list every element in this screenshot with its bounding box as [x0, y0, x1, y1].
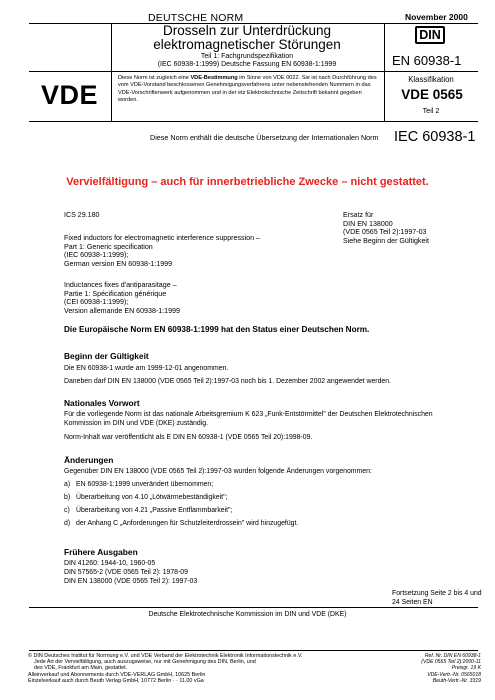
vorwort-line-1: Für die vorliegende Norm ist das nationale Arbeitsgremium K 623 „Funk-Entstörmittel" der Deutschen Elektrotechnischen	[64, 411, 433, 418]
list-item-text: der Anhang C „Anforderungen für Schutzleiterdrossein" wird hinzugefügt.	[76, 520, 299, 527]
beginn-paragraph-2: Daneben darf DIN EN 138000 (VDE 0565 Teil 2):1997-03 noch bis 1. Dezember 2002 angewendet werden.	[64, 378, 392, 385]
vde-note-rest: im Sinne von VDE 0022. Sie ist nach Durchführung des vom VDE-Vorstand beschlossenen Genehmigungsverfahrens unter nebenstehenden Nummern in das VDE-Vorschriftenwerk aufgenommen und in der etz Elektrotechnische Zeitschrift bekannt gegeben worden.	[118, 75, 377, 104]
reference-line: (VDE 0565 Teil 2):2000-11	[421, 659, 481, 666]
beginn-heading: Beginn der Gültigkeit	[64, 351, 149, 361]
ics-code: ICS 29.180	[64, 211, 100, 219]
vorwort-heading: Nationales Vorwort	[64, 398, 140, 408]
reference-line: VDE-Vertr.-Nr. 0565018	[427, 671, 481, 678]
fruehere-line: DIN 57565-2 (VDE 0565 Teil 2): 1978-09	[64, 569, 188, 576]
list-item-text: Überarbeitung von 4.10 „Lötwärmebeständigkeit";	[76, 494, 228, 501]
vde-note-bold: VDE-Bestimmung	[190, 75, 238, 81]
list-item-letter: a)	[64, 481, 71, 488]
reference-line: Preisgr. 19 K	[451, 665, 481, 672]
fruehere-heading: Frühere Ausgaben	[64, 547, 138, 557]
title-block	[112, 24, 382, 69]
vde-note-prefix: Diese Norm ist zugleich eine	[118, 75, 191, 81]
fruehere-line: DIN 41260: 1944-10, 1960-05	[64, 560, 156, 567]
french-title-line-4: Version allemande EN 60938-1:1999	[64, 306, 180, 315]
vde-logo: VDE	[41, 80, 99, 110]
issue-date: November 2000	[405, 12, 468, 22]
vde-rule	[29, 121, 478, 122]
commission-rule	[29, 607, 478, 608]
list-item-letter: b)	[64, 494, 71, 501]
ersatz-line-1: Ersatz für	[343, 211, 374, 219]
ersatz-block	[343, 211, 483, 245]
beginn-paragraph-1: Die EN 60938-1 wurde am 1999-12-01 angenommen.	[64, 365, 229, 372]
list-item-text: Überarbeitung von 4.21 „Passive Entflammbarkeit";	[76, 507, 233, 514]
footer-rule	[29, 650, 478, 651]
commission-name: Deutsche Elektrotechnische Kommission im DIN und VDE (DKE)	[148, 611, 347, 618]
reference-footer	[388, 653, 481, 684]
fruehere-line: DIN EN 138000 (VDE 0565 Teil 2): 1997-03	[64, 578, 198, 585]
title-line-1: Drosseln zur Unterdrückung	[162, 23, 332, 38]
list-item-letter: c)	[64, 507, 70, 514]
continuation-line-2: 24 Seiten EN	[392, 599, 433, 606]
title-rule	[29, 71, 478, 72]
aenderungen-heading: Änderungen	[64, 455, 114, 465]
copyright-line: Einzelverkauf auch durch Beuth Verlag GmbH, 10772 Berlin · · 11.00 vGa	[28, 677, 204, 684]
list-item-letter: d)	[64, 520, 71, 527]
continuation-line-1: Fortsetzung Seite 2 bis 4 und	[392, 590, 482, 597]
english-title-line-3: (IEC 60938-1:1999);	[64, 251, 129, 260]
reference-line: Ref. Nr. DIN EN 60938-1	[424, 653, 481, 659]
list-item-text: EN 60938-1:1999 unverändert übernommen;	[76, 481, 214, 488]
list-item	[64, 520, 298, 527]
ersatz-line-4: Siehe Beginn der Gültigkeit	[343, 236, 429, 245]
vorwort-paragraph-1	[64, 410, 484, 429]
klassifikation-label: Klassifikation	[408, 75, 454, 84]
french-title-line-3: (CEI 60938-1:1999);	[64, 298, 129, 307]
english-title-line-4: German version EN 60938-1:1999	[64, 259, 173, 268]
divider-right	[384, 23, 385, 121]
english-title	[64, 234, 324, 268]
french-title-line-1: Inductances fixes d'antiparasitage –	[64, 281, 177, 289]
french-title	[64, 281, 324, 315]
doc-type-label: DEUTSCHE NORM	[148, 12, 244, 24]
subtitle-line-2: (IEC 60938-1:1999) Deutsche Fassung EN 60938-1:1999	[157, 61, 337, 68]
list-item	[64, 481, 213, 488]
list-item	[64, 494, 227, 501]
copyright-footer	[28, 653, 418, 684]
copy-warning: Vervielfältigung – auch für innerbetriebliche Zwecke – nicht gestattet.	[66, 176, 429, 188]
french-title-line-2: Partie 1: Spécification générique	[64, 289, 167, 298]
title-line-2: elektromagnetischer Störungen	[153, 37, 341, 52]
copyright-line: Jede Art der Vervielfältigung, auch auszugsweise, nur mit Genehmigung des DIN, Berlin, und	[34, 659, 256, 666]
list-item	[64, 507, 232, 514]
reference-line: Beuth-Vertr.-Nr. 3319	[432, 677, 481, 684]
english-title-line-2: Part 1: Generic specification	[64, 242, 153, 251]
vorwort-line-2: Kommission im DIN und VDE (DKE) zuständig.	[64, 420, 208, 428]
subtitle-line-1: Teil 1: Fachgrundspezifikation	[200, 53, 294, 60]
ersatz-line-2: DIN EN 138000	[343, 219, 393, 228]
klassifikation-teil: Teil 2	[422, 106, 440, 115]
english-title-line-1: Fixed inductors for electromagnetic interference suppression –	[64, 234, 260, 242]
copyright-line: Alleinverkauf und Abonnements durch VDE-VERLAG GmbH, 10625 Berlin	[28, 671, 206, 678]
iec-translation-note: Diese Norm enthält die deutsche Übersetzung der Internationalen Norm	[150, 133, 379, 142]
din-number: EN 60938-1	[392, 53, 462, 68]
copyright-line: © DIN Deutsches Institut für Normung e.V. und VDE Verband der Elektrotechnik Elektronik Informationstechnik e.V.	[28, 653, 303, 659]
vde-note	[118, 75, 381, 105]
vorwort-paragraph-2: Norm-Inhalt war veröffentlicht als E DIN EN 60938-1 (VDE 0565 Teil 20):1998-09.	[64, 434, 313, 441]
continuation-note	[392, 589, 482, 607]
ersatz-line-3: (VDE 0565 Teil 2):1997-03	[343, 228, 427, 237]
copyright-line: des VDE, Frankfurt am Main, gestattet.	[34, 665, 128, 672]
klassifikation-number: VDE 0565	[401, 87, 463, 102]
iec-number: IEC 60938-1	[394, 129, 476, 145]
status-statement: Die Europäische Norm EN 60938-1:1999 hat den Status einer Deutschen Norm.	[64, 325, 370, 334]
aenderungen-intro: Gegenüber DIN EN 138000 (VDE 0565 Teil 2):1997-03 wurden folgende Änderungen vorgenommen:	[64, 468, 372, 475]
din-logo: DIN	[415, 26, 445, 44]
